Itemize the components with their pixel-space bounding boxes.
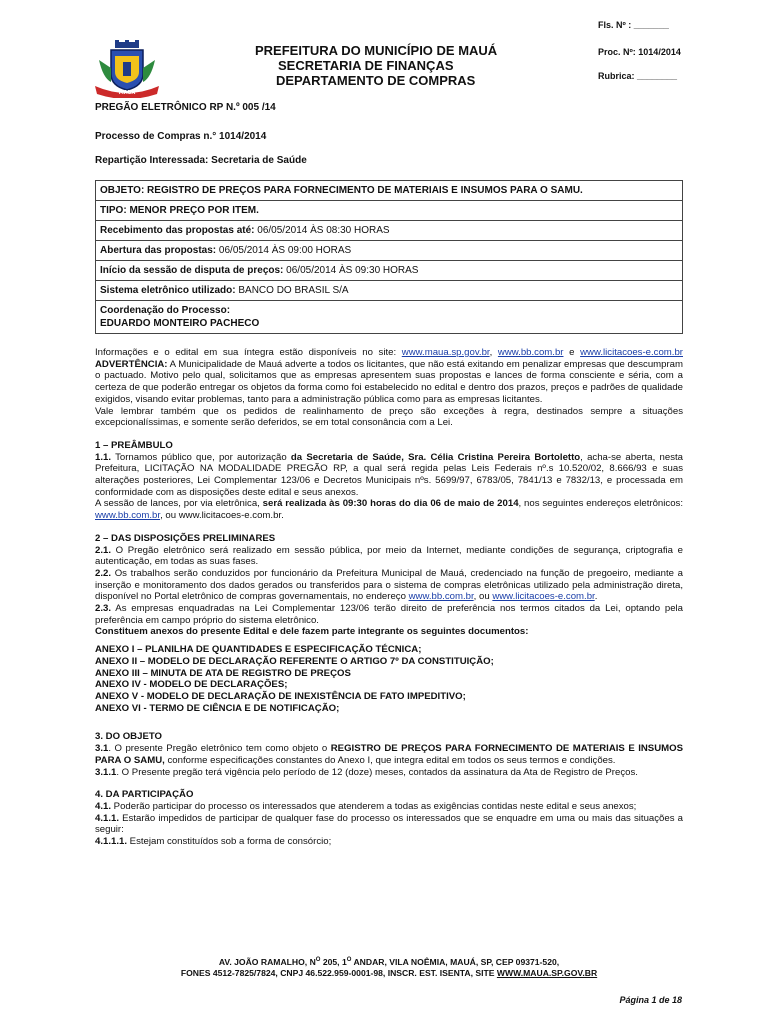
sistema-row: [96, 281, 682, 301]
inicio-value: 06/05/2014 ÀS 09:30 HORAS: [283, 265, 419, 276]
processo-line: Processo de Compras n.° 1014/2014: [95, 131, 267, 142]
item-number: 2.3.: [95, 603, 112, 615]
footer-sup: O: [315, 957, 321, 963]
anexo-item: ANEXO III – MINUTA DE ATA DE REGISTRO DE PREÇOS: [95, 667, 351, 679]
item-number: 2.1.: [95, 544, 112, 556]
item-text: Estejam constituídos sob a forma de consórcio;: [127, 836, 332, 848]
section-1-title: 1 – PREÂMBULO: [95, 439, 173, 451]
page-footer: [95, 955, 683, 979]
anexos-list: [95, 644, 683, 714]
coordenacao-label: Coordenação do Processo:: [100, 305, 231, 316]
item-text-bold: será realizada às 09:30 horas do dia 06 de maio de 2014: [262, 498, 519, 510]
footer-sup: O: [346, 957, 352, 963]
intro-sep: e: [563, 347, 581, 358]
item-text: Estarão impedidos de participar de qualquer fase do processo os interessados que se enquadre em uma ou mais das situações a seguir:: [95, 812, 683, 836]
item-text: Tornamos público que, por autorização: [111, 451, 291, 463]
item-text: O Pregão eletrônico será realizado em sessão pública, por meio da Internet, mediante condições de segurança, criptografia e autenticação, em todas as suas fases.: [95, 544, 683, 568]
item-4-1-1: [95, 813, 683, 836]
recebimento-value: 06/05/2014 ÀS 08:30 HORAS: [254, 225, 390, 236]
anexos-intro: Constituem anexos do presente Edital e dele fazem parte integrante os seguintes documentos:: [95, 626, 529, 638]
objeto-table: [95, 180, 683, 334]
intro-paragraph: [95, 347, 683, 406]
coordenacao-row: [96, 301, 682, 333]
abertura-label: Abertura das propostas:: [100, 245, 217, 256]
recebimento-label: Recebimento das propostas até:: [100, 225, 255, 236]
link-bb[interactable]: www.bb.com.br: [497, 347, 564, 358]
anexo-item: ANEXO I – PLANILHA DE QUANTIDADES E ESPECIFICAÇÃO TÉCNICA;: [95, 644, 422, 656]
municipal-coat-of-arms-logo: [93, 38, 161, 98]
item-text: , acha-se aberta, nesta Prefeitura, LICITAÇÃO NA MODALIDADE PREGÃO RP, a qual será regida pelas Leis Federais nº.s 10.520/02, 8.666/93 e suas alterações posteriores, Lei Complementar 123/06 e Decretos Municipais nºs. 5699/97, 6783/05, 7841/13 e 7832/13, e processada em conformidade com as disposições deste edital e seus anexos.: [95, 451, 684, 498]
advertencia-text: A Municipalidade de Mauá adverte a todos os licitantes, que não está exitando em penalizar empresas que descumpram o pactuado. Motivo pelo qual, solicitamos que as empresas apresentem suas propostas e lances de forma consciente e séria, com a certeza de que poderão entregar os objetos da forma como foi estabelecido no edital e dentro dos prazos, preços e padrões de qualidade exigidos, visando evitar problemas, tanto para a administração pública como para as empresas licitantes.: [95, 358, 683, 405]
item-4-1: [95, 801, 683, 813]
footer-address: [95, 955, 683, 968]
item-4-1-1-1: [95, 836, 683, 848]
anexo-item: ANEXO II – MODELO DE DECLARAÇÃO REFERENTE O ARTIGO 7º DA CONSTITUIÇÃO;: [95, 655, 494, 667]
item-number: 1.1.: [95, 451, 112, 463]
item-text: Os trabalhos serão conduzidos por funcionário da Prefeitura Municipal de Mauá, credenciado na função de pregoeiro, mediante a inserção e monitoramento dos dados gerados ou transferidos para o sistema de compras eletrônicas utilizado pela administração direta, disponível no Portal eletrônico de compras governamentais, no endereço: [95, 567, 683, 603]
footer-site-link[interactable]: WWW.MAUA.SP.GOV.BR: [496, 967, 598, 978]
item-text: As empresas enquadradas na Lei Complementar 123/06 terão direito de preferência nos termos citados da Lei, optando pela preferência em campo próprio do sistema eletrônico.: [95, 603, 683, 626]
item-text: , ou www.licitacoes-e.com.br.: [160, 510, 284, 522]
inicio-label: Início da sessão de disputa de preços:: [100, 265, 284, 276]
section-2-title: 2 – DAS DISPOSIÇÕES PRELIMINARES: [95, 532, 276, 544]
item-number: 4.1.1.: [95, 812, 120, 824]
departamento-title: DEPARTAMENTO DE COMPRAS: [276, 73, 476, 88]
item-text-bold: da Secretaria de Saúde, Sra. Célia Cristina Pereira Bortoletto: [290, 451, 581, 463]
item-2-2: [95, 568, 683, 603]
abertura-row: [96, 241, 682, 261]
coordenacao-value: EDUARDO MONTEIRO PACHECO: [100, 318, 260, 329]
link-licitacoes[interactable]: www.licitacoes-e.com.br: [492, 591, 595, 603]
item-text: .: [594, 591, 598, 603]
item-number: 4.1.: [95, 800, 112, 812]
anexo-item: ANEXO V - MODELO DE DECLARAÇÃO DE INEXISTÊNCIA DE FATO IMPEDITIVO;: [95, 690, 466, 702]
footer-text: ANDAR, VILA NOÊMIA, MAUÁ, SP, CEP 09371-520,: [351, 956, 560, 967]
logo-banner-text: MAUÁ: [118, 90, 136, 96]
item-text: Poderão participar do processo os interessados que atenderem a todas as exigências contidas neste edital e seus anexos;: [111, 800, 637, 812]
rubrica-field: Rubrica: ________: [598, 71, 678, 81]
link-licitacoes[interactable]: www.licitacoes-e.com.br: [580, 347, 683, 358]
reparticao-line: Repartição Interessada: Secretaria de Saúde: [95, 155, 307, 166]
tipo-row: TIPO: MENOR PREÇO POR ITEM.: [96, 201, 682, 221]
proc-number: Proc. Nº: 1014/2014: [598, 47, 681, 57]
item-number: 4.1.1.1.: [95, 836, 128, 848]
item-number: 3.1: [95, 743, 109, 755]
advertencia-label: ADVERTÊNCIA:: [95, 358, 168, 370]
item-text: A sessão de lances, por via eletrônica,: [95, 498, 263, 510]
anexo-item: ANEXO VI - TERMO DE CIÊNCIA E DE NOTIFICAÇÃO;: [95, 702, 340, 714]
item-number: 3.1.1: [95, 766, 117, 778]
item-text: . O Presente pregão terá vigência pelo período de 12 (doze) meses, contados da assinatura da Ata de Registro de Preços.: [116, 766, 638, 778]
item-text-bold: REGISTRO DE PREÇOS PARA FORNECIMENTO DE MATERIAIS E INSUMOS PARA O SAMU,: [95, 743, 683, 766]
sistema-label: Sistema eletrônico utilizado:: [100, 285, 236, 296]
footer-text: FONES 4512-7825/7824, CNPJ 46.522.959-0001-98, INSCR. EST. ISENTA, SITE: [180, 967, 497, 978]
section-3-title: 3. DO OBJETO: [95, 731, 162, 743]
item-1-1: [95, 452, 683, 499]
item-2-1: [95, 545, 683, 568]
sessao-lances-paragraph: [95, 498, 683, 521]
item-text: , nos seguintes endereços eletrônicos:: [518, 498, 683, 510]
item-number: 2.2.: [95, 567, 112, 579]
item-3-1: [95, 743, 683, 766]
item-2-3: [95, 603, 683, 626]
pregao-title: PREGÃO ELETRÔNICO RP N.º 005 /14: [95, 102, 276, 113]
header-titles: [210, 43, 540, 88]
secretaria-title: SECRETARIA DE FINANÇAS: [278, 58, 454, 73]
recebimento-row: [96, 221, 682, 241]
section-4-title: 4. DA PARTICIPAÇÃO: [95, 789, 194, 801]
page-number: Página 1 de 18: [619, 995, 682, 1005]
link-bb[interactable]: www.bb.com.br: [408, 591, 474, 603]
abertura-value: 06/05/2014 ÀS 09:00 HORAS: [216, 245, 352, 256]
link-bb[interactable]: www.bb.com.br: [95, 510, 161, 522]
link-maua[interactable]: www.maua.sp.gov.br: [401, 347, 490, 358]
footer-text: 205, 1: [320, 956, 347, 967]
item-3-1-1: [95, 767, 683, 779]
intro-text: Informações e o edital em sua íntegra estão disponíveis no site:: [95, 347, 402, 358]
footer-text: AV. JOÃO RAMALHO, N: [218, 956, 316, 967]
item-text: . O presente Pregão eletrônico tem como objeto o: [108, 743, 331, 755]
anexo-item: ANEXO IV - MODELO DE DECLARAÇÕES;: [95, 679, 288, 691]
prefeitura-title: PREFEITURA DO MUNICÍPIO DE MAUÁ: [255, 43, 498, 58]
sistema-value: BANCO DO BRASIL S/A: [235, 285, 349, 296]
document-body: [95, 347, 683, 848]
realinhamento-paragraph: Vale lembrar também que os pedidos de realinhamento de preço são exceções à regra, destinados sempre a situações excepcionalíssimas, e somente serão deferidos, se em total consonância com a Lei.: [95, 405, 683, 429]
fls-field: Fls. Nº : _______: [598, 20, 669, 30]
objeto-row: OBJETO: REGISTRO DE PREÇOS PARA FORNECIMENTO DE MATERIAIS E INSUMOS PARA O SAMU.: [96, 181, 682, 201]
item-text: conforme especificações constantes do Anexo I, que integra edital em todos os seus termos e condições.: [164, 754, 616, 766]
footer-contacts: [95, 968, 683, 979]
item-text: , ou: [473, 591, 493, 603]
inicio-row: [96, 261, 682, 281]
intro-sep: ,: [489, 347, 498, 358]
